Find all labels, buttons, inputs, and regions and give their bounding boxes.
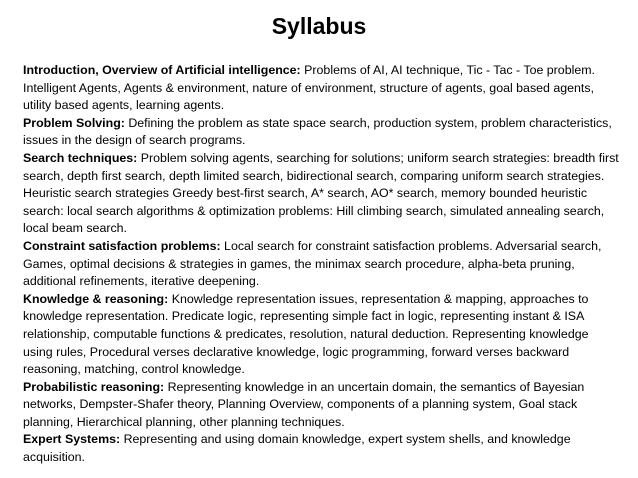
section-problem-solving <box>23 115 621 150</box>
section-text: Representing knowledge in an uncertain domain, the semantics of Bayesian networks, Dempster-Shafer theory, Planning Overview, components of a planning system, Goal stack planning, Hierarchical planning, other planning techniques. <box>23 379 585 429</box>
section-knowledge-reasoning <box>23 291 621 379</box>
section-probabilistic-reasoning <box>23 379 621 432</box>
section-heading: Introduction, Overview of Artificial intelligence: <box>23 63 301 77</box>
section-heading: Search techniques: <box>23 150 138 165</box>
section-text: Defining the problem as state space search, production system, problem characteristics, issues in the design of search programs. <box>23 115 612 148</box>
section-heading: Constraint satisfaction problems: <box>23 238 221 253</box>
section-heading: Problem Solving: <box>23 115 125 130</box>
section-text: Local search for constraint satisfaction problems. Adversarial search, Games, optimal decisions & strategies in games, the minimax search procedure, alpha-beta pruning, additional refinements, iterative deepening. <box>23 238 602 289</box>
section-introduction <box>23 62 621 115</box>
section-expert-systems <box>23 431 621 466</box>
section-text: Problems of AI, AI technique, Tic - Tac - Toe problem. Intelligent Agents, Agents & environment, nature of environment, structure of agents, goal based agents, utility based agents, learning agents. <box>23 63 596 113</box>
section-text: Knowledge representation issues, representation & mapping, approaches to knowledge representation. Predicate logic, representing simple fact in logic, representing instant & ISA relationship, computable functions & predicates, resolution, natural deduction. Representing knowledge using rules, Procedural verses declarative knowledge, logic programming, forward verses backward reasoning, matching, control knowledge. <box>23 291 589 377</box>
section-heading: Probabilistic reasoning: <box>23 379 165 394</box>
syllabus-body <box>23 62 621 467</box>
section-constraint-satisfaction <box>23 238 621 291</box>
section-heading: Knowledge & reasoning: <box>23 291 169 306</box>
section-text: Representing and using domain knowledge, expert system shells, and knowledge acquisition. <box>23 432 571 465</box>
section-search-techniques <box>23 150 621 238</box>
slide-title: Syllabus <box>271 13 367 39</box>
section-text: Problem solving agents, searching for solutions; uniform search strategies: breadth first search, depth first search, depth limited search, bidirectional search, comparing uniform search strategies. Heuristic search strategies Greedy best-first search, A* search, AO* search, memory bounded heuristic search: local search algorithms & optimization problems: Hill climbing search, simulated annealing search, local beam search. <box>23 150 619 236</box>
section-heading: Expert Systems: <box>23 432 121 447</box>
